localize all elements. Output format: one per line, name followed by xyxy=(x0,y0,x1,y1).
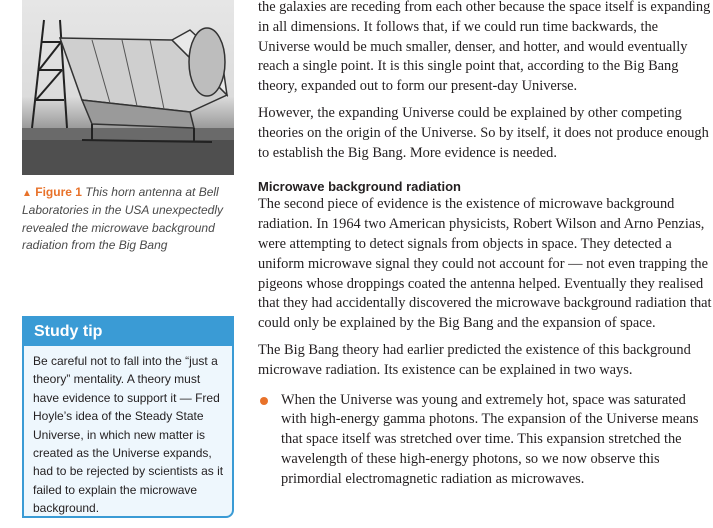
figure-caption-text: This horn antenna at Bell Laboratories in the USA unexpectedly revealed the microwave background radiation from the Big Bang xyxy=(22,185,224,253)
horn-antenna-photo xyxy=(22,0,234,175)
explanation-list xyxy=(258,391,713,490)
paragraph-microwave-evidence: The second piece of evidence is the existence of microwave background radiation. In 1964 two American physicists, Robert Wilson and Arno Penzias, were attempting to detect signals from objects in space. They detected a uniform microwave signal they could not account for — not even trapping the pigeons whose droppings coated the antenna helped. Eventually they realised that they had accidentally discovered the microwave background radiation that could only be explained by the Big Bang and the expansion of space. xyxy=(258,196,712,332)
section-heading: Microwave background radiation xyxy=(258,179,461,195)
study-tip-box xyxy=(22,316,234,518)
study-tip-body: Be careful not to fall into the “just a theory” mentality. A theory must have evidence to support it — Fred Hoyle’s idea of the Steady State Universe, in which new matter is created as the Universe expands, had to be rejected by scientists as it failed to explain the microwave background. xyxy=(33,354,224,516)
caption-triangle-icon: ▲ xyxy=(22,188,32,199)
list-item: When the Universe was young and extremely hot, space was saturated with high-energy gamma photons. The expansion of the Universe means that space itself was stretched over time. This expansion stretched the wavelength of these high-energy photons, so we now observe this primordial electromagnetic radiation as microwaves. xyxy=(258,391,713,490)
paragraph-expansion: the galaxies are receding from each other because the space itself is expanding in all dimensions. It follows that, if we could run time backwards, the Universe would be much smaller, denser, and hotter, and would eventually reach a single point. It is this single point that, according to the Big Bang theory, expanded out to form our present-day Universe. xyxy=(258,0,711,95)
main-text-column xyxy=(258,0,713,490)
study-tip-title: Study tip xyxy=(24,318,232,346)
figure-caption xyxy=(22,184,232,255)
figure-label: Figure 1 xyxy=(35,185,82,199)
paragraph-competing-theories: However, the expanding Universe could be explained by other competing theories on the origin of the Universe. So by itself, it does not produce enough to establish the Big Bang. More evidence is needed. xyxy=(258,104,709,161)
paragraph-prediction: The Big Bang theory had earlier predicted the existence of this background microwave radiation. Its existence can be explained in two ways. xyxy=(258,341,691,378)
